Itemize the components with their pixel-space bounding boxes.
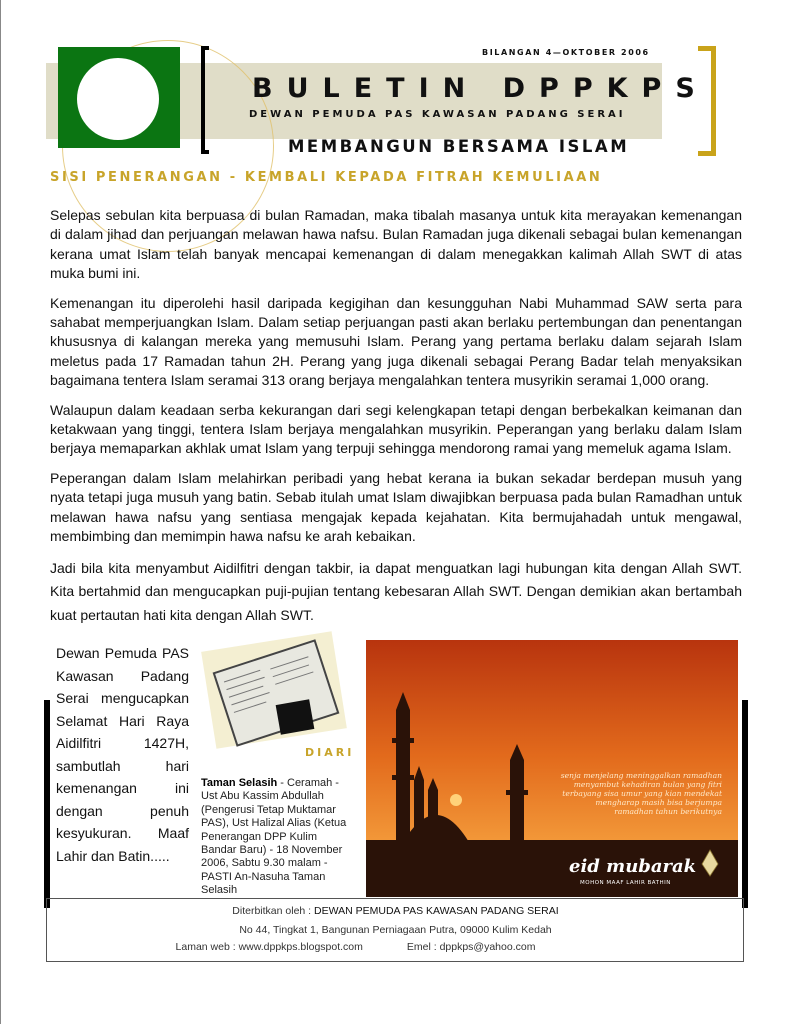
- article-paragraph: Jadi bila kita menyambut Aidilfitri dengan takbir, ia dapat menguatkan lagi hubungan kita dengan Allah SWT. Kita bertahmid dan mengucapkan puji-pujian tentang kebesaran Allah SWT. Dengan demikian akan bertambah kuat pertautan hati kita dengan Allah SWT.: [50, 559, 742, 623]
- right-rule: [742, 700, 748, 908]
- eid-caption: MOHON MAAF LAHIR BATHIN: [580, 880, 671, 886]
- pas-logo-circle: [77, 58, 159, 140]
- article-paragraph: Kemenangan itu diperolehi hasil daripada kegigihan dan kesungguhan Nabi Muhammad SAW serta para sahabat memperjuangkan Islam. Dalam setiap perjuangan pasti akan berlaku pertembungan dan penentangan khususnya di kalangan mereka yang memusuhi Islam. Perang yang pertama berlaku dalam sejarah Islam meletus pada 17 Ramadan tahun 2H. Perang yang juga dikenali sebagai Perang Badar telah menyaksikan bagaimana tentera Islam seramai 313 orang berjaya mengalahkan tentera musyrikin seramai 1,000 orang.: [50, 294, 742, 389]
- left-bracket: [201, 46, 209, 154]
- eid-mubarak-card: [366, 640, 738, 897]
- eid-title: eid mubarak: [569, 856, 697, 877]
- page-edge: [0, 0, 1, 1024]
- section-heading: SISI PENERANGAN - KEMBALI KEPADA FITRAH KEMULIAAN: [50, 170, 603, 185]
- footer-web[interactable]: Laman web : www.dppkps.blogspot.com: [175, 941, 363, 953]
- article-paragraph: Walaupun dalam keadaan serba kekurangan dari segi kelengkapan tetapi dengan berbekalkan keimanan dan ketakwaan yang tinggi, tentera Islam berjaya mengalahkan musyrikin. Peperangan yang berlaku dalam Islam berjaya memaparkan akhlak umat Islam yang terpuji sehingga mendorong ramai yang memeluk agama Islam.: [50, 401, 742, 457]
- article-body: [50, 206, 742, 637]
- footer-publisher: DEWAN PEMUDA PAS KAWASAN PADANG SERAI: [314, 905, 559, 917]
- article-paragraph: Peperangan dalam Islam melahirkan peribadi yang hebat kerana ia bukan sekadar berdepan musuh yang nyata tetapi juga musuh yang batin. Sebab itulah umat Islam diwajibkan berpuasa pada bulan Ramadhan untuk melawan hawa nafsu yang sentiasa mengajak kepada kejahatan. Kita bermujahadah untuk mengawal, membimbing dan memimpin hawa nafsu ke arah kebaikan.: [50, 469, 742, 545]
- bulletin-tagline: MEMBANGUN BERSAMA ISLAM: [288, 137, 630, 156]
- event-title: Taman Selasih: [201, 777, 278, 789]
- event-details: - Ceramah - Ust Abu Kassim Abdullah (Pengerusi Tetap Muktamar PAS), Ust Halizal Alias (Ketua Penerangan DPP Kulim Bandar Baru) - 18 November 2006, Sabtu 9.30 malam - PASTI An-Nasuha Taman Selasih: [201, 777, 347, 897]
- footer-contact: [0, 941, 751, 953]
- eid-poem-line: terbayang sisa umur yang kian mendekat: [562, 789, 722, 798]
- article-paragraph: Selepas sebulan kita berpuasa di bulan Ramadan, maka tibalah masanya untuk kita merayakan kemenangan di dalam jihad dan perjuangan melawan hawa nafsu. Bulan Ramadan juga dikenali sebagai bulan kemenangan kerana umat Islam telah banyak mencapai kemenangan di dalam menegakkan kalimah Allah SWT di atas muka bumi ini.: [50, 207, 742, 282]
- footer-published-by: Diterbitkan oleh :: [232, 905, 315, 917]
- eid-poem-line: senja menjelang meninggalkan ramadhan: [560, 771, 722, 780]
- left-rule: [44, 700, 50, 908]
- footer-publisher-line: [0, 905, 791, 917]
- diary-label: DIARI: [305, 746, 355, 759]
- eid-poem-line: menyambut kehadiran bulan yang fitri: [573, 780, 722, 789]
- issue-label: BILANGAN 4—OKTOBER 2006: [482, 48, 650, 57]
- footer-address: No 44, Tingkat 1, Bangunan Perniagaan Putra, 09000 Kulim Kedah: [239, 924, 552, 936]
- bulletin-subtitle: DEWAN PEMUDA PAS KAWASAN PADANG SERAI: [249, 109, 626, 120]
- eid-poem-line: mengharap masih bisa berjumpa: [595, 798, 722, 807]
- bulletin-title: BULETIN DPPKPS: [252, 73, 709, 104]
- footer-email[interactable]: Emel : dppkps@yahoo.com: [406, 941, 536, 953]
- raya-greeting: Dewan Pemuda PAS Kawasan Padang Serai mengucapkan Selamat Hari Raya Aidilfitri 1427H, sambutlah hari kemenangan ini dengan penuh kesyukuran. Maaf Lahir dan Batin.....: [56, 645, 189, 864]
- diary-event: [201, 777, 353, 898]
- eid-card-illustration: [366, 640, 738, 897]
- pen-clip-icon: [276, 699, 315, 734]
- eid-poem-line: ramadhan tahun berikutnya: [614, 807, 722, 816]
- sun-icon: [450, 794, 462, 806]
